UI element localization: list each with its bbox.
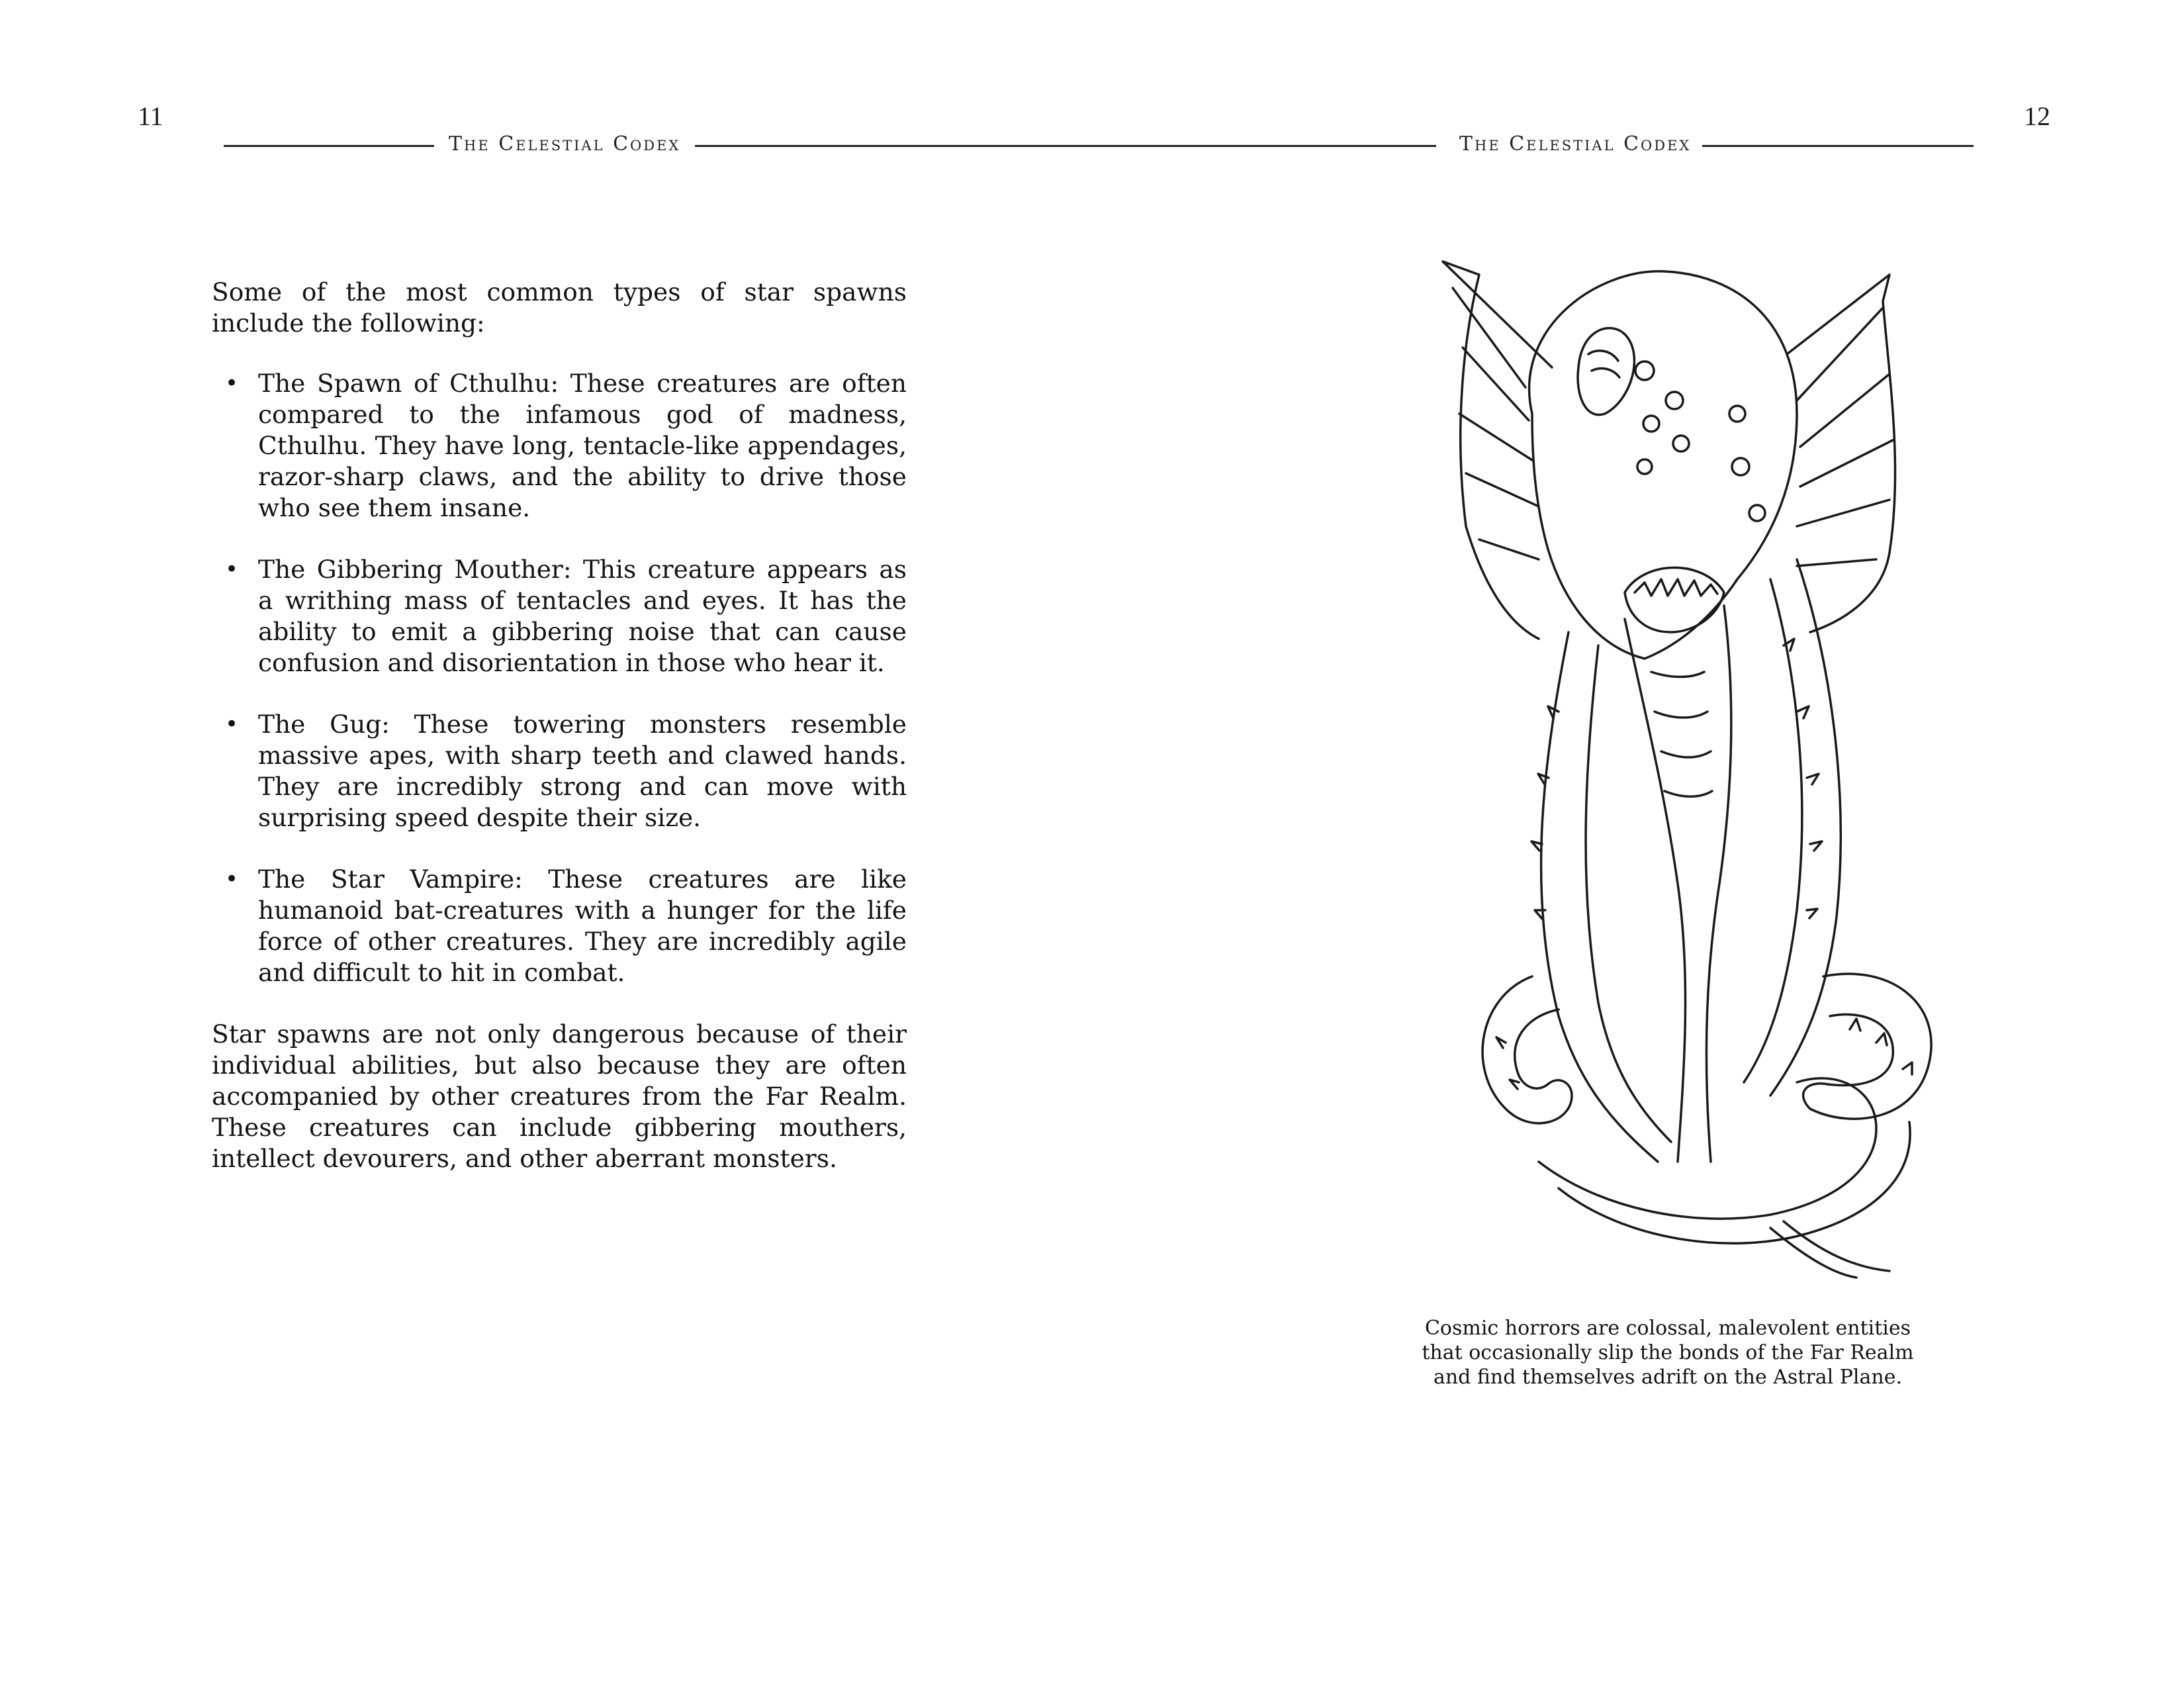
header-rule-left-a <box>224 145 434 147</box>
caption-line: that occasionally slip the bonds of the Far Realm <box>1422 1341 1914 1364</box>
page-number-right: 12 <box>2024 101 2050 131</box>
header-rule-center <box>695 145 1436 147</box>
header-rule-right-b <box>1702 145 1974 147</box>
running-header-left: The Celestial Codex <box>449 132 681 156</box>
list-item: • The Star Vampire: These creatures are like humanoid bat-creatures with a hunger for the life force of other creatures. They are incredibly agile and difficult to hit in combat. <box>258 864 907 988</box>
list-item: • The Gug: These towering monsters resemble massive apes, with sharp teeth and clawed hands. They are incredibly strong and can move with surprising speed despite their size. <box>258 709 907 833</box>
caption-line: Cosmic horrors are colossal, malevolent entities <box>1424 1317 1911 1340</box>
page-number-left: 11 <box>138 101 163 131</box>
list-item: • The Spawn of Cthulhu: These creatures are often compared to the infamous god of madness, Cthulhu. They have long, tentacle-like appendages, razor-sharp claws, and the ability to drive those who see them insane. <box>258 368 907 524</box>
caption-line: and find themselves adrift on the Astral Plane. <box>1433 1366 1903 1389</box>
closing-paragraph: Star spawns are not only dangerous because of their individual abilities, but also because they are often accompanied by other creatures from the Far Realm. These creatures can include gibbering mouthers, intellect devourers, and other aberrant monsters. <box>212 1019 907 1173</box>
left-page-body <box>212 277 907 1174</box>
intro-paragraph: Some of the most common types of star spawns include the following: <box>212 277 907 338</box>
star-spawn-list <box>212 368 907 988</box>
list-item: • The Gibbering Mouther: This creature appears as a writhing mass of tentacles and eyes. It has the ability to emit a gibbering noise that can cause confusion and disorientation in those who hear it. <box>258 554 907 679</box>
illustration-caption <box>1370 1316 1966 1389</box>
tentacled-cosmic-horror-illustration <box>1426 248 1962 1281</box>
running-header-right: The Celestial Codex <box>1459 132 1692 156</box>
